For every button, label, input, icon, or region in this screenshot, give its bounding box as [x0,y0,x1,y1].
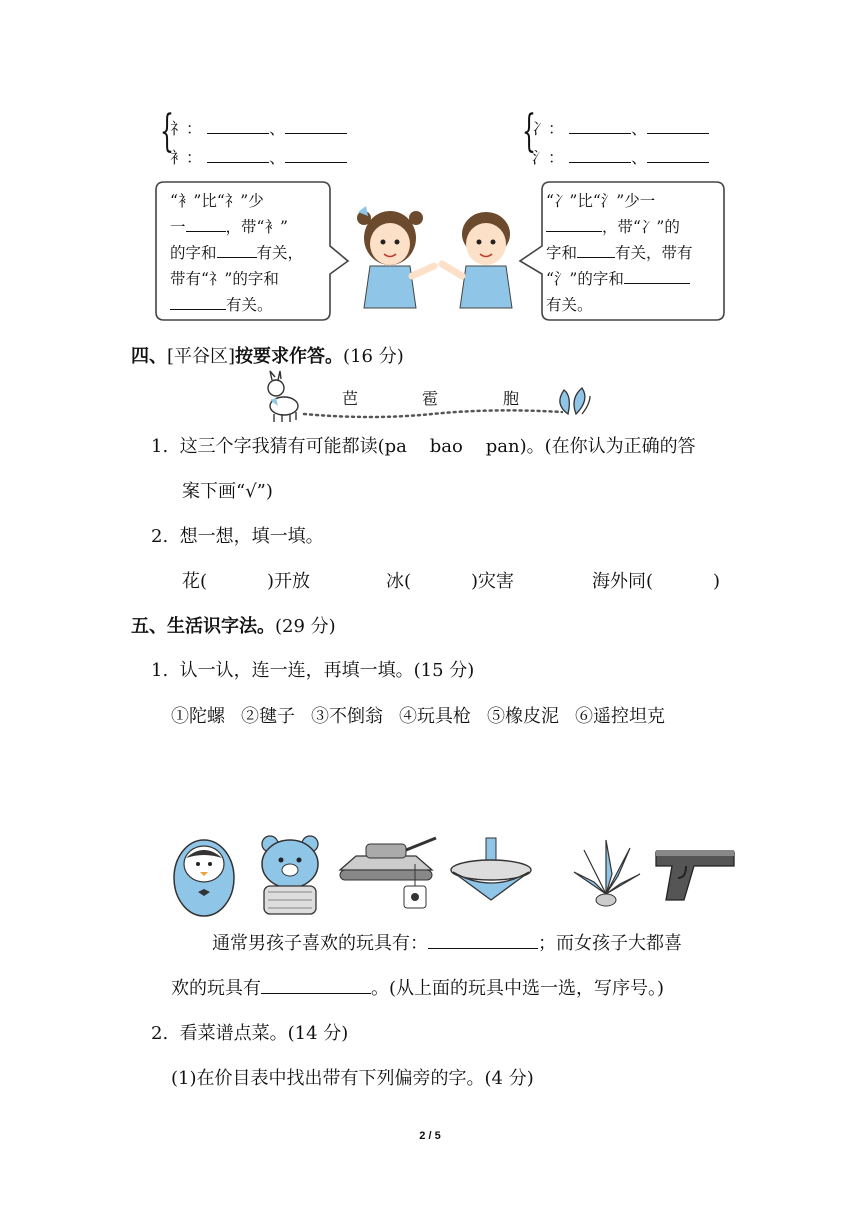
fill-item-2: 冰( )灾害 [386,571,515,592]
section5-q1: 1. 认一认，连一连，再填一填。(15 分) [151,660,475,681]
toy-gun-icon [656,850,734,900]
toy-label-shuttlecock: ②毽子 [241,706,295,727]
section5-title: 五、生活识字法。(29 分) [131,616,336,637]
answer-blank[interactable] [546,217,602,232]
fill-item-1: 花( )开放 [182,571,311,592]
section4-title: 四、[平谷区]按要求作答。(16 分) [131,346,404,367]
fill-item-3: 海外同( ) [592,571,721,592]
plant-icon [560,388,590,414]
toy-label-spinning-top: ①陀螺 [171,706,225,727]
toy-label-tumbler: ③不倒翁 [311,706,383,727]
toy-pictures [170,830,740,920]
toy-sentence-line1: 通常男孩子喜欢的玩具有： ；而女孩子大都喜 [212,933,682,954]
girl-illustration [357,206,434,308]
tumbler-icon [174,840,234,916]
toy-label-rc-tank: ⑥遥控坦克 [575,706,665,727]
toy-sentence-line2: 欢的玩具有 。(从上面的玩具中选一选，写序号。) [171,978,665,999]
answer-blank[interactable] [207,119,269,134]
rc-tank-icon [340,838,436,908]
boy-illustration [442,212,512,308]
answer-blank[interactable] [647,148,709,163]
section5-q2: 2. 看菜谱点菜。(14 分) [151,1023,349,1044]
answer-blank[interactable] [647,119,709,134]
answer-blank[interactable] [624,269,690,284]
radical-row-right-1: 冫： 、 [532,116,709,139]
left-brace: { [160,106,174,157]
section4-q1: 1. 这三个字我猜有可能都读(pa bao pan)。(在你认为正确的答 [151,436,696,457]
donkey-icon [268,371,298,422]
answer-blank[interactable] [217,243,257,258]
answer-blank[interactable] [428,934,538,949]
left-bubble-text: “衤”比“礻”少 一 ，带“衤” 的字和 有关， 带有“礻”的字和 有关。 [170,192,304,314]
toy-label-plasticine: ⑤橡皮泥 [487,706,559,727]
toy-label-toy-gun: ④玩具枪 [399,706,471,727]
char-bao-cell: 胞 [503,389,520,408]
radical-row-right-2: 氵： 、 [532,145,709,168]
right-brace: { [522,106,536,157]
toy-list [171,702,751,728]
answer-blank[interactable] [569,148,631,163]
page-number: 2 / 5 [419,1130,441,1142]
spinning-top-icon [451,838,531,900]
answer-blank[interactable] [577,243,615,258]
char-bao-hail: 雹 [422,389,439,408]
answer-blank[interactable] [285,119,347,134]
answer-blank[interactable] [261,979,371,994]
char-ba: 芭 [342,389,359,408]
section4-q2: 2. 想一想，填一填。 [151,526,324,547]
answer-blank[interactable] [186,217,226,232]
section5-q2-sub: (1)在价目表中找出带有下列偏旁的字。(4 分) [171,1068,534,1089]
answer-blank[interactable] [569,119,631,134]
answer-blank[interactable] [170,295,226,310]
right-bubble-text: “冫”比“氵”少一 ，带“冫”的 字和 有关，带有 “氵”的字和 有关。 [546,192,693,314]
radical-row-left-2: 衤： 、 [170,145,347,168]
section4-q1-cont: 案下画“√”) [182,481,273,502]
radical-row-left-1: 礻： 、 [170,116,347,139]
shuttlecock-icon [574,840,640,906]
answer-blank[interactable] [207,148,269,163]
plasticine-icon [262,836,318,914]
answer-blank[interactable] [285,148,347,163]
